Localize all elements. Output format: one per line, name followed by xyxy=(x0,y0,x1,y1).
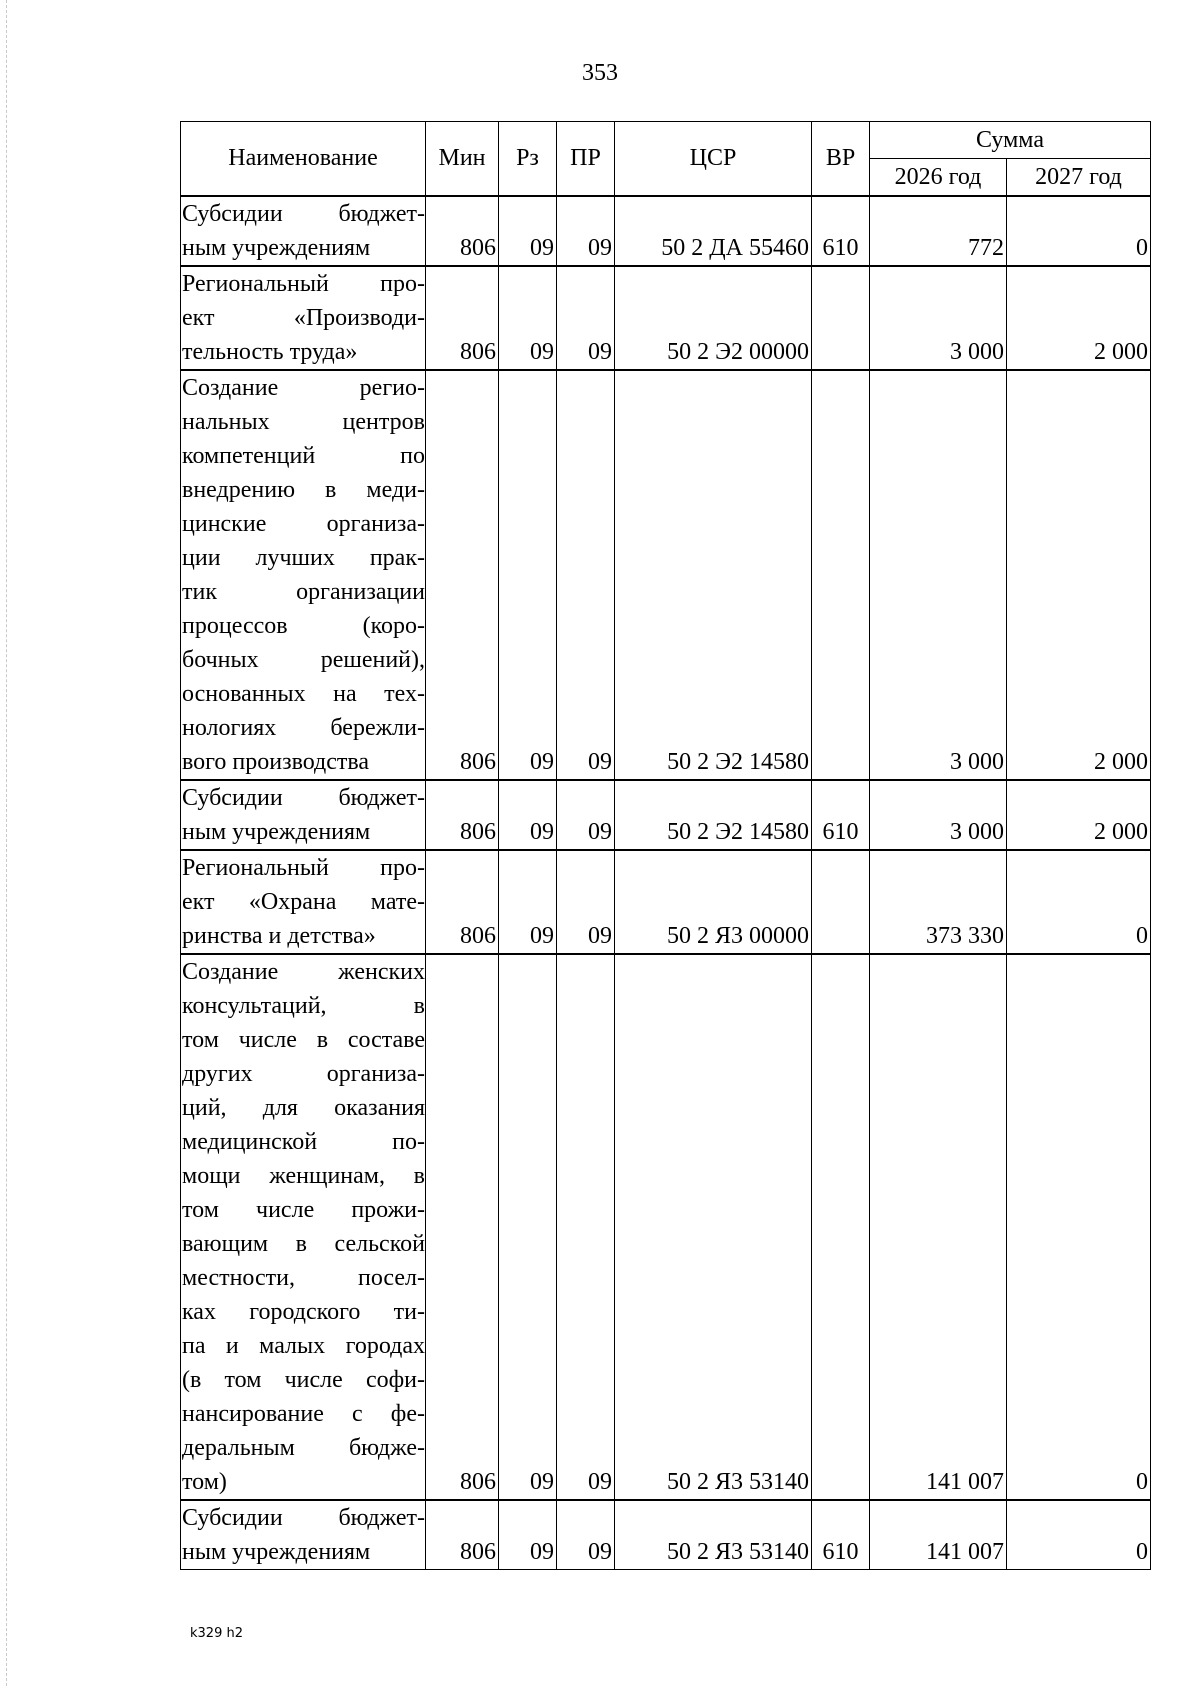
row-sum-2027: 2 000 xyxy=(1007,370,1151,780)
row-vr xyxy=(812,954,870,1500)
row-name-line: Создание регио- xyxy=(182,374,425,401)
row-csr: 50 2 ДА 55460 xyxy=(615,196,812,266)
row-vr xyxy=(812,266,870,370)
table-row xyxy=(181,196,1151,266)
row-name-line: том) xyxy=(182,1468,227,1495)
row-name-line: ным учреждениям xyxy=(182,818,371,845)
table-row xyxy=(181,780,1151,850)
header-rz: Рз xyxy=(499,122,557,196)
row-name-line: процессов (коро- xyxy=(182,612,425,639)
row-name-line: ным учреждениям xyxy=(182,1538,371,1565)
row-pr: 09 xyxy=(557,266,615,370)
row-sum-2026: 373 330 xyxy=(870,850,1007,954)
row-name-line: бочных решений), xyxy=(182,646,425,673)
row-min: 806 xyxy=(426,954,499,1500)
row-pr: 09 xyxy=(557,850,615,954)
row-sum-2027: 0 xyxy=(1007,196,1151,266)
row-vr: 610 xyxy=(812,1500,870,1570)
row-name xyxy=(181,850,426,954)
row-pr: 09 xyxy=(557,196,615,266)
row-rz: 09 xyxy=(499,370,557,780)
row-name-line: Региональный про- xyxy=(182,270,425,297)
header-year-2026: 2026 год xyxy=(870,159,1007,196)
row-name-line: мощи женщинам, в xyxy=(182,1162,425,1189)
row-name-line: ным учреждениям xyxy=(182,234,371,261)
row-name-line: нансирование с фе- xyxy=(182,1400,425,1427)
row-name-line: компетенций по xyxy=(182,442,425,469)
budget-table xyxy=(180,121,1151,1570)
table-row xyxy=(181,266,1151,370)
row-rz: 09 xyxy=(499,266,557,370)
footer-code: k329 h2 xyxy=(190,1626,243,1641)
row-min: 806 xyxy=(426,196,499,266)
row-name-line: ции лучших прак- xyxy=(182,544,425,571)
row-name-line: па и малых городах xyxy=(182,1332,425,1359)
header-pr: ПР xyxy=(557,122,615,196)
row-name-line: Региональный про- xyxy=(182,854,425,881)
row-name-line: консультаций, в xyxy=(182,992,425,1019)
row-min: 806 xyxy=(426,780,499,850)
row-csr: 50 2 Я3 53140 xyxy=(615,954,812,1500)
row-sum-2027: 2 000 xyxy=(1007,780,1151,850)
row-name-line: Субсидии бюджет- xyxy=(182,1504,425,1531)
table-row xyxy=(181,954,1151,1500)
row-name-line: Субсидии бюджет- xyxy=(182,784,425,811)
row-csr: 50 2 Э2 14580 xyxy=(615,780,812,850)
row-sum-2027: 0 xyxy=(1007,954,1151,1500)
row-name-line: Субсидии бюджет- xyxy=(182,200,425,227)
row-min: 806 xyxy=(426,266,499,370)
row-name xyxy=(181,1500,426,1570)
row-csr: 50 2 Э2 00000 xyxy=(615,266,812,370)
row-sum-2026: 3 000 xyxy=(870,370,1007,780)
table-body xyxy=(181,196,1151,1570)
page-number: 353 xyxy=(582,60,618,86)
row-sum-2027: 2 000 xyxy=(1007,266,1151,370)
row-sum-2026: 3 000 xyxy=(870,780,1007,850)
row-vr: 610 xyxy=(812,780,870,850)
row-name xyxy=(181,780,426,850)
header-name: Наименование xyxy=(181,122,426,196)
row-vr xyxy=(812,850,870,954)
header-vr: ВР xyxy=(812,122,870,196)
row-name-line: ект «Производи- xyxy=(182,304,425,331)
row-name-line: внедрению в меди- xyxy=(182,476,425,503)
header-year-2027: 2027 год xyxy=(1007,159,1151,196)
row-pr: 09 xyxy=(557,780,615,850)
table-row xyxy=(181,850,1151,954)
row-sum-2026: 141 007 xyxy=(870,954,1007,1500)
row-name-line: том числе прожи- xyxy=(182,1196,425,1223)
row-name-line: цинские организа- xyxy=(182,510,425,537)
row-rz: 09 xyxy=(499,196,557,266)
row-min: 806 xyxy=(426,850,499,954)
header-min: Мин xyxy=(426,122,499,196)
row-name-line: медицинской по- xyxy=(182,1128,425,1155)
row-min: 806 xyxy=(426,1500,499,1570)
row-sum-2026: 3 000 xyxy=(870,266,1007,370)
row-name-line: вающим в сельской xyxy=(182,1230,425,1257)
row-name-line: (в том числе софи- xyxy=(182,1366,425,1393)
row-sum-2026: 772 xyxy=(870,196,1007,266)
row-name-line: ект «Охрана мате- xyxy=(182,888,425,915)
row-pr: 09 xyxy=(557,954,615,1500)
row-vr: 610 xyxy=(812,196,870,266)
row-sum-2027: 0 xyxy=(1007,850,1151,954)
row-name-line: ках городского ти- xyxy=(182,1298,425,1325)
row-name-line: деральным бюдже- xyxy=(182,1434,425,1461)
row-min: 806 xyxy=(426,370,499,780)
row-name-line: вого производства xyxy=(182,748,370,775)
table-row xyxy=(181,1500,1151,1570)
row-name-line: тик организации xyxy=(182,578,425,605)
row-pr: 09 xyxy=(557,1500,615,1570)
row-name-line: других организа- xyxy=(182,1060,425,1087)
row-pr: 09 xyxy=(557,370,615,780)
row-name xyxy=(181,370,426,780)
header-csr: ЦСР xyxy=(615,122,812,196)
row-name-line: том числе в составе xyxy=(182,1026,425,1053)
row-csr: 50 2 Э2 14580 xyxy=(615,370,812,780)
row-name xyxy=(181,196,426,266)
row-name-line: ринства и детства» xyxy=(182,922,376,949)
row-name-line: ций, для оказания xyxy=(182,1094,425,1121)
row-csr: 50 2 Я3 53140 xyxy=(615,1500,812,1570)
row-sum-2026: 141 007 xyxy=(870,1500,1007,1570)
row-name-line: тельность труда» xyxy=(182,338,358,365)
row-csr: 50 2 Я3 00000 xyxy=(615,850,812,954)
row-name-line: основанных на тех- xyxy=(182,680,425,707)
row-vr xyxy=(812,370,870,780)
row-rz: 09 xyxy=(499,1500,557,1570)
row-rz: 09 xyxy=(499,954,557,1500)
row-name xyxy=(181,954,426,1500)
row-name-line: нологиях бережли- xyxy=(182,714,425,741)
row-name-line: Создание женских xyxy=(182,958,425,985)
row-name-line: нальных центров xyxy=(182,408,425,435)
table-row xyxy=(181,370,1151,780)
row-name xyxy=(181,266,426,370)
header-sum: Сумма xyxy=(870,122,1151,159)
row-rz: 09 xyxy=(499,850,557,954)
row-name-line: местности, посел- xyxy=(182,1264,425,1291)
row-rz: 09 xyxy=(499,780,557,850)
scan-margin-rule xyxy=(6,0,7,1686)
row-sum-2027: 0 xyxy=(1007,1500,1151,1570)
